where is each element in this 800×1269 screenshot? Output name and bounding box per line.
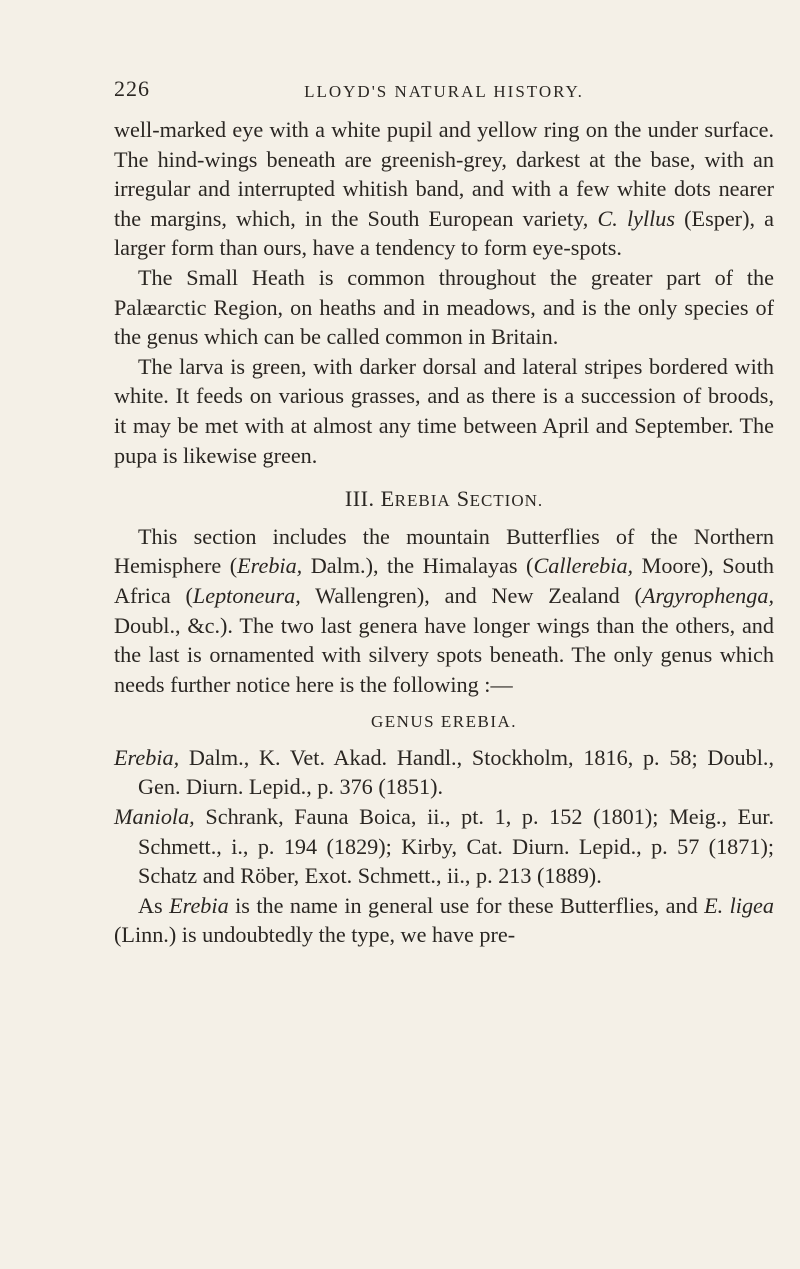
- genus-name: Argyrophenga,: [641, 582, 774, 608]
- genus-name: Leptoneura,: [192, 582, 301, 608]
- paragraph-text: (Linn.) is undoubtedly the type, we have pre-: [114, 922, 516, 948]
- heading-capital: E: [380, 486, 395, 512]
- paragraph-text: The larva is green, with darker dorsal and lateral stripes bordered with white. It feeds on various grasses, and as there is a succession of broods, it may be met with at almost any time between April and September. The pupa is likewise green.: [114, 353, 774, 468]
- genus-name: Erebia: [169, 892, 229, 918]
- paragraph-text: As: [138, 892, 170, 918]
- page-header: [114, 76, 774, 110]
- paragraph-larva: [114, 352, 774, 470]
- heading-smallcaps: ECTION.: [469, 491, 544, 511]
- genus-name: Erebia,: [237, 553, 303, 579]
- reference-text: Dalm., K. Vet. Akad. Handl., Stockholm, 1816, p. 58; Doubl., Gen. Diurn. Lepid., p. 376 (1851).: [138, 744, 774, 800]
- paragraph-text: Wallengren), and New Zealand (: [300, 582, 642, 608]
- reference-maniola: [114, 802, 774, 891]
- genus-name: Erebia,: [114, 744, 180, 770]
- page-body: [114, 115, 774, 950]
- genus-name: Maniola,: [114, 804, 195, 830]
- paragraph-text: The Small Heath is common throughout the greater part of the Palæarctic Region, on heaths and in meadows, and is the only species of the genus which can be called common in Britain.: [114, 264, 774, 350]
- paragraph-type-species: [114, 891, 774, 950]
- species-name: E. ligea: [704, 892, 774, 918]
- heading-capital: S: [450, 486, 470, 512]
- paragraph-text: Doubl., &c.). The two last genera have longer wings than the others, and the last is ornamented with silvery spots beneath. The only genus which needs further notice here is the following :—: [114, 612, 774, 697]
- genus-name: Callerebia,: [533, 553, 634, 579]
- paragraph-text: well-marked eye with a white pupil and yellow ring on the under surface. The hind-wings beneath are greenish-grey, darkest at the base, with an irregular and interrupted whitish band, and with a few white dots nearer the margins, which, in the South European variety,: [114, 117, 774, 231]
- paragraph-text: Dalm.), the Himalayas (: [302, 553, 534, 579]
- section-numeral: III.: [344, 486, 381, 512]
- paragraph-text: Moore), South Africa (: [114, 553, 774, 608]
- paragraph-text: (Esper), a larger form than ours, have a tendency to form eye-spots.: [114, 205, 774, 261]
- section-heading: [114, 484, 774, 516]
- heading-smallcaps: REBIA: [394, 491, 451, 511]
- page-number: 226: [114, 76, 150, 101]
- species-name: C. lyllus: [597, 205, 676, 231]
- running-head: LLOYD'S NATURAL HISTORY.: [304, 82, 584, 101]
- paragraph-eye-spots: [114, 115, 774, 263]
- reference-erebia: [114, 743, 774, 802]
- paragraph-distribution: [114, 263, 774, 352]
- reference-text: Schrank, Fauna Boica, ii., pt. 1, p. 152 (1801); Meig., Eur. Schmett., i., p. 194 (1829); Kirby, Cat. Diurn. Lepid., p. 57 (1871); Schatz and Röber, Exot. Schmett., ii., p. 213 (1889).: [138, 804, 774, 889]
- paragraph-text: is the name in general use for these Butterflies, and: [228, 892, 705, 918]
- paragraph-text: This section includes the mountain Butterflies of the Northern Hemisphere (: [114, 523, 774, 579]
- paragraph-section-intro: [114, 522, 774, 700]
- genus-heading: GENUS EREBIA.: [370, 712, 518, 732]
